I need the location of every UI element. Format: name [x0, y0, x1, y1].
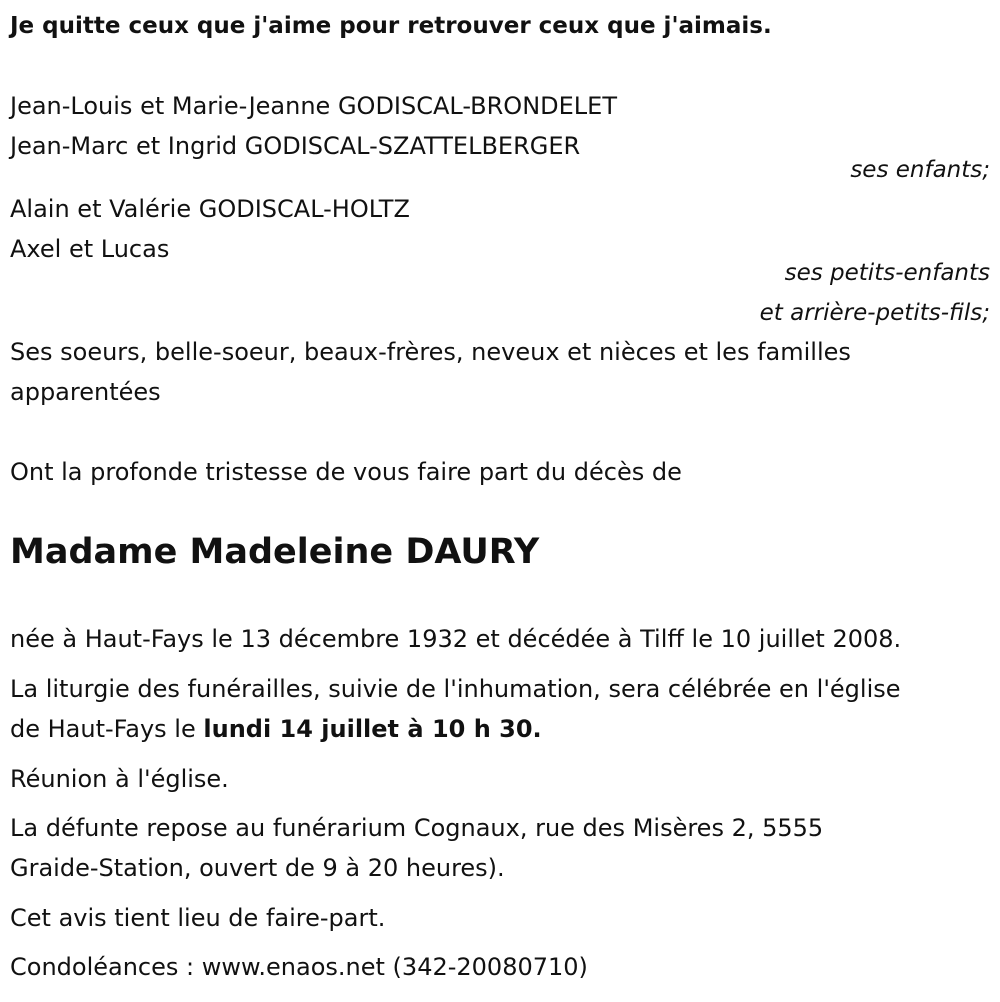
quote: Je quitte ceux que j'aime pour retrouver ceux que j'aimais.: [10, 13, 772, 39]
liturgy-line-2: [10, 709, 542, 749]
birth-death: née à Haut-Fays le 13 décembre 1932 et décédée à Tilff le 10 juillet 2008.: [10, 625, 902, 653]
family-line-1: Ses soeurs, belle-soeur, beaux-frères, neveux et nièces et les familles: [10, 338, 851, 366]
announcement: Ont la profonde tristesse de vous faire part du décès de: [10, 458, 682, 486]
grandchildren-line-2: Axel et Lucas: [10, 235, 170, 263]
family-line-2: apparentées: [10, 378, 161, 406]
liturgy-prefix: de Haut-Fays le: [10, 715, 204, 743]
liturgy-line-1: La liturgie des funérailles, suivie de l'inhumation, sera célébrée en l'église: [10, 675, 901, 703]
children-line-2: Jean-Marc et Ingrid GODISCAL-SZATTELBERGER: [10, 132, 581, 160]
funeral-home-line-1: La défunte repose au funérarium Cognaux, rue des Misères 2, 5555: [10, 814, 824, 842]
children-role: ses enfants;: [850, 157, 990, 183]
notice: Cet avis tient lieu de faire-part.: [10, 904, 386, 932]
liturgy-date: lundi 14 juillet à 10 h 30.: [203, 715, 542, 743]
grandchildren-role-2: et arrière-petits-fils;: [759, 300, 990, 326]
deceased-name: Madame Madeleine DAURY: [10, 532, 540, 572]
condolences: Condoléances : www.enaos.net (342-20080710): [10, 953, 588, 981]
grandchildren-role-1: ses petits-enfants: [784, 260, 990, 286]
children-line-1: Jean-Louis et Marie-Jeanne GODISCAL-BRONDELET: [10, 92, 617, 120]
meeting: Réunion à l'église.: [10, 765, 229, 793]
funeral-home-line-2: Graide-Station, ouvert de 9 à 20 heures).: [10, 854, 505, 882]
grandchildren-line-1: Alain et Valérie GODISCAL-HOLTZ: [10, 195, 410, 223]
